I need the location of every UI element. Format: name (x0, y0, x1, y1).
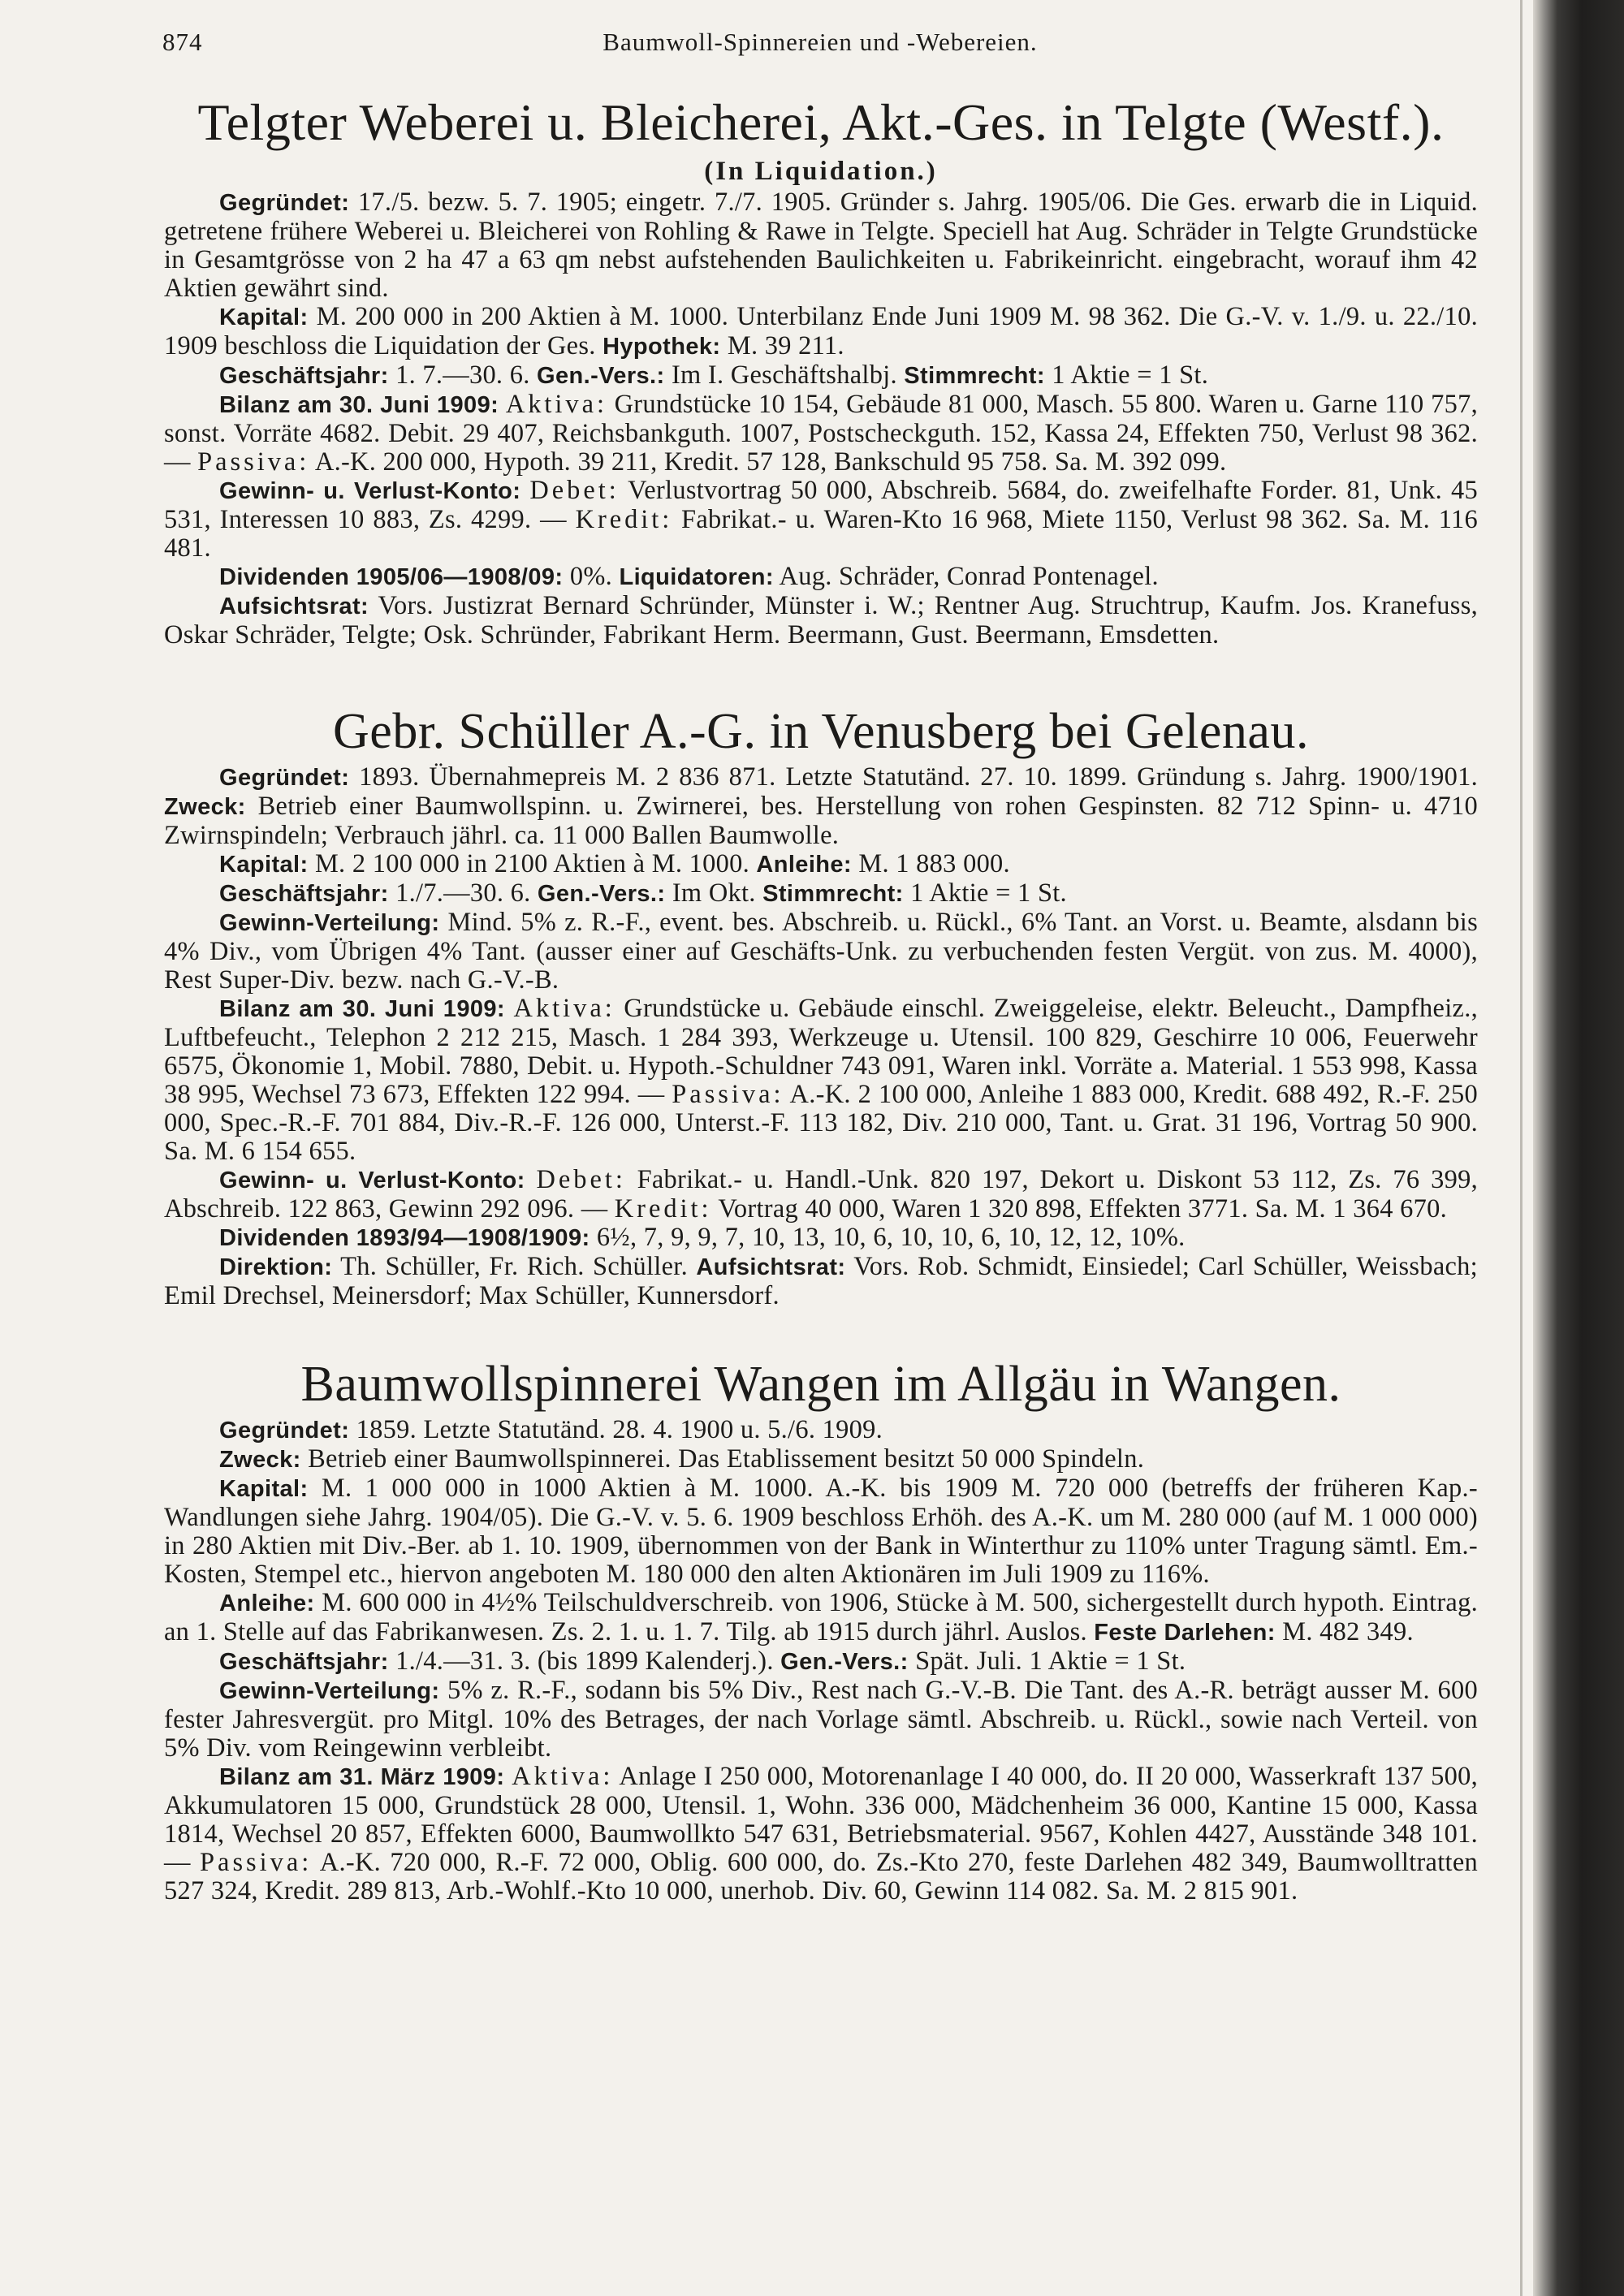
field-label: Bilanz am 30. Juni 1909: (219, 392, 499, 418)
field-label: Gegründet: (219, 190, 350, 216)
field-label: Bilanz am 31. März 1909: (219, 1764, 505, 1790)
field-label: Gen.-Vers.: (780, 1649, 909, 1675)
ledger-side-label: Debet: (529, 476, 620, 505)
field-text (504, 1762, 512, 1791)
field-text: Vors. Justizrat Bernard Schründer, Münster i. W.; Rentner Aug. Struchtrup, Kaufm. Jos. Kranefuss, Oskar Schräder, Telgte; Osk. Schründer, Fabrikant Herm. Beermann, Gust. Beermann, Emsdetten. (164, 591, 1478, 650)
field-label: Geschäftsjahr: (219, 1649, 389, 1675)
ledger-side-label: Passiva: (672, 1080, 784, 1109)
field-label: Gen.-Vers.: (537, 363, 665, 389)
field-text: 1 Aktie = 1 St. (903, 878, 1067, 908)
field-label: Dividenden 1905/06—1908/09: (219, 564, 564, 590)
field-text: Mind. 5% z. R.-F., event. bes. Abschreib. u. Rückl., 6% Tant. an Vorst. u. Beamte, alsdann bis 4% Div., vom Übrigen 4% Tant. (ausser einer auf Geschäfts-Unk. zu verbuchenden festen Vergüt. von zus. M. 4000), Rest Super-Div. bezw. nach G.-V.-B. (164, 908, 1478, 995)
entry-paragraph (164, 763, 1478, 850)
field-label: Direktion: (219, 1254, 333, 1280)
company-title: Telgter Weberei u. Bleicherei, Akt.-Ges. in Telgte (Westf.). (197, 93, 1445, 151)
ledger-side-label: Debet: (536, 1165, 626, 1194)
ledger-side-label: Aktiva: (505, 390, 607, 419)
entry-paragraph (164, 1416, 1478, 1445)
field-label: Anleihe: (756, 852, 852, 878)
field-text: 1893. Übernahmepreis M. 2 836 871. Letzte Statutänd. 27. 10. 1899. Gründung s. Jahrg. 1900/1901. (349, 762, 1478, 792)
entry-paragraph (164, 879, 1478, 908)
field-text: Fabrikat.- u. Waren-Kto 16 968, Miete 1150, Verlust 98 362. Sa. M. 116 481. (164, 505, 1478, 563)
entry-paragraph (164, 303, 1478, 361)
field-text: M. 1 883 000. (852, 849, 1010, 878)
field-text: A.-K. 2 100 000, Anleihe 1 883 000, Kredit. 688 492, R.-F. 250 000, Spec.-R.-F. 701 884, Div.-R.-F. 126 000, Unterst.-F. 113 182, Div. 210 000, Tant. u. Grat. 31 196, Vortrag 50 900. Sa. M. 6 154 655. (164, 1080, 1479, 1166)
field-text: Aug. Schräder, Conrad Pontenagel. (773, 562, 1159, 591)
entry-paragraph (164, 1677, 1478, 1763)
entry-paragraphs (164, 188, 1478, 650)
page-content (164, 91, 1478, 1905)
field-label: Gewinn- u. Verlust-Konto: (219, 478, 521, 504)
field-text: M. 600 000 in 4½% Teilschuldverschreib. von 1906, Stücke à M. 500, sichergestellt durch hypoth. Eintrag. an 1. Stelle auf das Fabrikanwesen. Zs. 2. 1. u. 1. 7. Tilg. ab 1915 durch jährl. Auslos. (164, 1588, 1478, 1646)
field-text: 1 Aktie = 1 St. (1044, 360, 1209, 390)
field-text: Vors. Rob. Schmidt, Einsiedel; Carl Schüller, Weissbach; Emil Drechsel, Meinersdorf; Max Schüller, Kunnersdorf. (164, 1252, 1478, 1310)
entry-paragraph (164, 391, 1478, 477)
field-text: A.-K. 720 000, R.-F. 72 000, Oblig. 600 000, do. Zs.-Kto 270, feste Darlehen 482 349, Baumwolltratten 527 324, Kredit. 289 813, Arb.-Wohlf.-Kto 10 000, unerhob. Div. 60, Gewinn 114 082. Sa. M. 2 815 901. (164, 1848, 1478, 1905)
entry-paragraph (164, 1224, 1478, 1253)
field-text (499, 390, 506, 419)
field-label: Zweck: (219, 1447, 301, 1473)
company-title: Gebr. Schüller A.-G. in Venusberg bei Gelenau. (333, 704, 1309, 759)
page-edge-line (1520, 0, 1522, 2296)
field-text: 6½, 7, 9, 9, 7, 10, 13, 10, 6, 10, 10, 6, 10, 12, 12, 10%. (590, 1223, 1186, 1252)
entry-paragraph (164, 1763, 1478, 1905)
field-text: Betrieb einer Baumwollspinnerei. Das Etablissement besitzt 50 000 Spindeln. (300, 1444, 1145, 1474)
field-text: M. 2 100 000 in 2100 Aktien à M. 1000. (308, 849, 757, 878)
ledger-side-label: Passiva: (200, 1848, 313, 1877)
entry-paragraph (164, 361, 1478, 391)
field-label: Kapital: (219, 852, 309, 878)
field-label: Anleihe: (219, 1590, 315, 1616)
field-label: Kapital: (219, 1476, 309, 1502)
field-text: M. 1 000 000 in 1000 Aktien à M. 1000. A.-K. bis 1909 M. 720 000 (betreffs der früheren Kap.-Wandlungen siehe Jahrg. 1904/05). Die G.-V. v. 5. 6. 1909 beschloss Erhöh. des A.-K. um M. 280 000 (auf M. 1 000 000) in 280 Aktien mit Div.-Ber. ab 1. 10. 1909, übernommen von der Bank in Winterthur zu 110% unter Tragung sämtl. Em.-Kosten, Stempel etc., hiervon angeboten M. 180 000 den alten Aktionären im Juli 1909 zu 116%. (164, 1474, 1478, 1589)
entry-paragraph (164, 1589, 1478, 1647)
field-text: Im Okt. (665, 878, 763, 908)
ledger-side-label: Aktiva: (513, 994, 615, 1023)
company-subtitle: (In Liquidation.) (704, 157, 938, 186)
field-text: Im I. Geschäftshalbj. (664, 360, 905, 390)
entry-telgter-weberei (164, 91, 1478, 650)
field-label: Stimmrecht: (904, 363, 1045, 389)
field-text: Fabrikat.- u. Handl.-Unk. 820 197, Dekort u. Diskont 53 112, Zs. 76 399, Abschreib. 122 863, Gewinn 292 096. — (164, 1165, 1479, 1224)
ledger-side-label: Kredit: (575, 505, 673, 534)
field-text: 17./5. bezw. 5. 7. 1905; eingetr. 7./7. 1905. Gründer s. Jahrg. 1905/06. Die Ges. erwarb die in Liquid. getretene frühere Weberei u. Bleicherei von Rohling & Rawe in Telgte. Speciell hat Aug. Schräder in Telgte Grundstücke in Gesamtgrösse von 2 ha 47 a 63 qm nebst aufstehenden Baulichkeiten u. Fabrikeinricht. eingebracht, worauf ihm 42 Aktien gewährt sind. (164, 188, 1478, 303)
ledger-side-label: Aktiva: (512, 1762, 614, 1791)
running-header (162, 24, 1478, 65)
field-text: 0%. (563, 562, 620, 591)
entry-baumwollspinnerei-wangen (164, 1353, 1478, 1905)
field-text: 1./7.—30. 6. (388, 878, 538, 908)
field-text: Spät. Juli. 1 Aktie = 1 St. (908, 1646, 1186, 1676)
field-label: Liquidatoren: (619, 564, 774, 590)
entry-paragraph (164, 1166, 1478, 1224)
running-title: Baumwoll-Spinnereien und -Webereien. (603, 28, 1038, 56)
field-text: 1./4.—31. 3. (bis 1899 Kalenderj.). (388, 1646, 781, 1676)
field-text: A.-K. 200 000, Hypoth. 39 211, Kredit. 57 128, Bankschuld 95 758. Sa. M. 392 099. (309, 447, 1227, 477)
entry-paragraphs (164, 763, 1478, 1310)
entry-paragraph (164, 908, 1478, 995)
entry-paragraph (164, 1445, 1478, 1474)
field-label: Gewinn-Verteilung: (219, 1678, 440, 1704)
field-label: Kapital: (219, 304, 309, 330)
field-text: Grundstücke 10 154, Gebäude 81 000, Masch. 55 800. Waren u. Garne 110 757, sonst. Vorräte 4682. Debit. 29 407, Reichsbankguth. 1007, Postscheckguth. 152, Kassa 24, Effekten 750, Verlust 98 362. — (164, 390, 1478, 477)
field-text: Verlustvortrag 50 000, Abschreib. 5684, do. zweifelhafte Forder. 81, Unk. 45 531, Interessen 10 883, Zs. 4299. — (164, 476, 1478, 534)
entry-paragraph (164, 592, 1478, 650)
field-text: 1. 7.—30. 6. (388, 360, 538, 390)
field-label: Gen.-Vers.: (537, 881, 666, 907)
field-label: Gewinn- u. Verlust-Konto: (219, 1167, 525, 1193)
field-text: Vortrag 40 000, Waren 1 320 898, Effekten 3771. Sa. M. 1 364 670. (711, 1194, 1447, 1224)
entry-paragraphs (164, 1416, 1478, 1905)
field-text (525, 1165, 537, 1194)
ledger-side-label: Passiva: (197, 447, 310, 477)
field-label: Aufsichtsrat: (219, 593, 369, 619)
field-label: Gegründet: (219, 1418, 350, 1444)
entry-paragraph (164, 850, 1478, 879)
field-label: Bilanz am 30. Juni 1909: (219, 996, 505, 1022)
field-label: Feste Darlehen: (1094, 1620, 1276, 1646)
entry-paragraph (164, 1474, 1478, 1589)
entry-paragraph (164, 477, 1478, 563)
field-text (505, 994, 514, 1023)
field-text: 5% z. R.-F., sodann bis 5% Div., Rest nach G.-V.-B. Die Tant. des A.-R. beträgt ausser M. 600 fester Jahresvergüt. pro Mitgl. 10% des Betrages, der nach Vorlage sämtl. Abschreib. u. Rückl., sowie nach Verteil. von 5% Div. vom Reingewinn verbleibt. (164, 1676, 1478, 1763)
field-label: Dividenden 1893/94—1908/1909: (219, 1225, 590, 1251)
entry-paragraph (164, 1253, 1478, 1310)
field-text: Betrieb einer Baumwollspinn. u. Zwirnerei, bes. Herstellung von rohen Gespinsten. 82 712 Spinn- u. 4710 Zwirnspindeln; Verbrauch jährl. ca. 11 000 Ballen Baumwolle. (164, 792, 1478, 850)
field-text (520, 476, 529, 505)
company-title: Baumwollspinnerei Wangen im Allgäu in Wangen. (300, 1357, 1341, 1412)
field-label: Zweck: (164, 794, 246, 820)
field-label: Geschäftsjahr: (219, 881, 389, 907)
field-text: Anlage I 250 000, Motorenanlage I 40 000, do. II 20 000, Wasserkraft 137 500, Akkumulatoren 15 000, Grundstück 28 000, Utensil. 1, Wohn. 336 000, Mädchenheim 36 000, Kantine 15 000, Kassa 1814, Wechsel 20 857, Effekten 6000, Baumwollkto 547 631, Betriebsmaterial. 9567, Kohlen 4427, Ausstände 348 101. — (164, 1762, 1478, 1877)
field-text: M. 39 211. (720, 331, 844, 360)
entry-gebr-schueller (164, 700, 1478, 1310)
field-text: M. 482 349. (1275, 1617, 1414, 1646)
field-text: Th. Schüller, Fr. Rich. Schüller. (332, 1252, 697, 1281)
field-label: Stimmrecht: (762, 881, 904, 907)
field-label: Geschäftsjahr: (219, 363, 389, 389)
field-text: Grundstücke u. Gebäude einschl. Zweiggeleise, elektr. Beleucht., Dampfheiz., Luftbefeucht., Telephon 2 212 215, Masch. 1 284 393, Werkzeuge u. Utensil. 100 829, Geschirre 10 006, Feuerwehr 6575, Ökonomie 1, Mobil. 7880, Debit. u. Hypoth.-Schuldner 743 091, Waren inkl. Vorräte a. Material. 1 553 998, Kassa 38 995, Wechsel 73 673, Effekten 122 994. — (164, 994, 1478, 1109)
field-label: Gegründet: (219, 765, 350, 791)
page-number: 874 (162, 28, 203, 56)
entry-paragraph (164, 563, 1478, 592)
scan-border (1533, 0, 1624, 2296)
entry-paragraph (164, 188, 1478, 303)
entry-paragraph (164, 1647, 1478, 1677)
field-label: Hypothek: (603, 334, 721, 360)
ledger-side-label: Kredit: (614, 1194, 712, 1224)
field-label: Aufsichtsrat: (696, 1254, 846, 1280)
field-text: 1859. Letzte Statutänd. 28. 4. 1900 u. 5./6. 1909. (349, 1415, 883, 1444)
entry-paragraph (164, 995, 1478, 1166)
field-text: M. 200 000 in 200 Aktien à M. 1000. Unterbilanz Ende Juni 1909 M. 98 362. Die G.-V. v. 1./9. u. 22./10. 1909 beschloss die Liquidation der Ges. (164, 302, 1478, 360)
field-label: Gewinn-Verteilung: (219, 910, 440, 936)
